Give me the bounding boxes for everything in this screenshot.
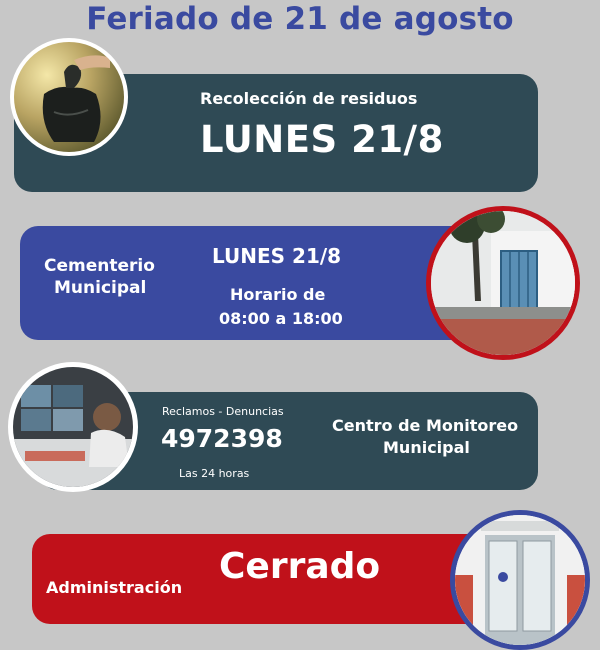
monitoreo-phone: 4972398 bbox=[161, 424, 283, 453]
cemetery-gate-photo bbox=[426, 206, 580, 360]
administracion-card bbox=[32, 534, 502, 624]
administration-door-photo bbox=[450, 510, 590, 650]
administracion-name: Administración bbox=[46, 578, 183, 597]
administracion-status: Cerrado bbox=[219, 546, 381, 587]
monitoring-room-photo bbox=[8, 362, 138, 492]
cementerio-date: LUNES 21/8 bbox=[212, 244, 342, 268]
monitoreo-name-line1: Centro de Monitoreo bbox=[332, 416, 519, 435]
residuos-date: LUNES 21/8 bbox=[200, 118, 444, 161]
page-title: Feriado de 21 de agosto bbox=[86, 1, 514, 37]
cementerio-name-line2: Municipal bbox=[54, 278, 147, 298]
cementerio-name-line1: Cementerio bbox=[44, 256, 155, 276]
monitoreo-name-line2: Municipal bbox=[383, 438, 470, 457]
cementerio-hours-line1: Horario de bbox=[230, 285, 326, 304]
garbage-bag-photo bbox=[10, 38, 128, 156]
residuos-subtitle: Recolección de residuos bbox=[200, 89, 418, 108]
monitoreo-availability: Las 24 horas bbox=[179, 467, 250, 480]
monitoreo-label: Reclamos - Denuncias bbox=[162, 405, 284, 418]
cementerio-hours-line2: 08:00 a 18:00 bbox=[219, 309, 343, 328]
